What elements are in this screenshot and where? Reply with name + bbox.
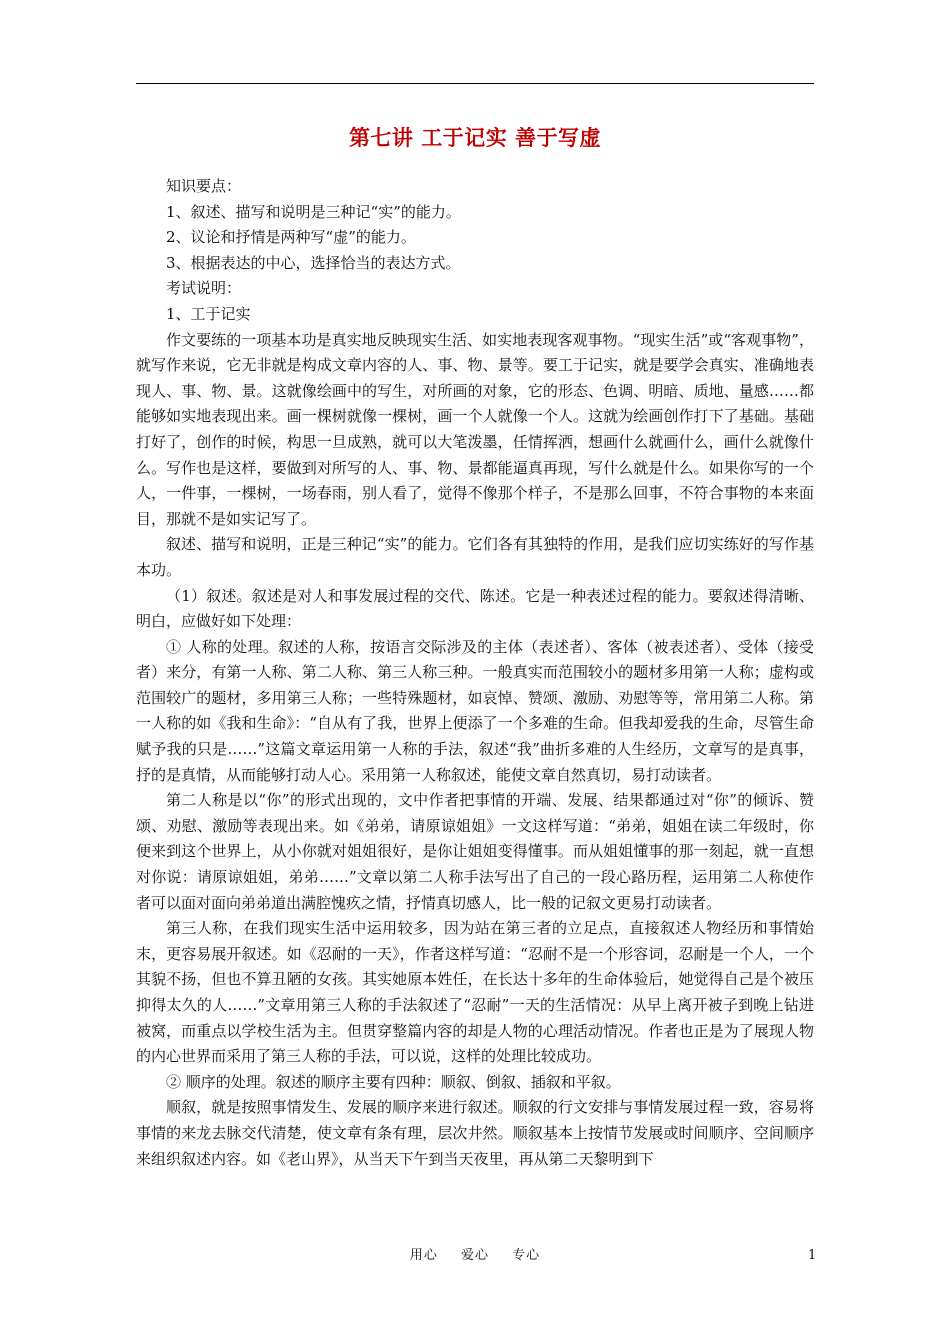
paragraph: 知识要点： xyxy=(166,177,242,195)
page-title: 第七讲 工于记实 善于写虚 xyxy=(348,126,602,150)
paragraph: 第二人称是以“你”的形式出现的，文中作者把事情的开端、发展、结果都通过对“你”的倾诉、赞颂、劝慰、激励等表现出来。如《弟弟，请原谅姐姐》一文这样写道：“弟弟，姐姐在读二年级时，你便来到这个世界上，从小你就对姐姐很好，是你让姐姐变得懂事。而从姐姐懂事的那一刻起，就一直想对你说：请原谅姐姐，弟弟……”文章以第二人称手法写出了自己的一段心路历程，运用第二人称使作者可以面对面向弟弟道出满腔愧疚之情，抒情真切感人，比一般的记叙文更易打动读者。 xyxy=(136,791,814,912)
header-rule xyxy=(136,83,814,84)
footer-motto: 用心 爱心 专心 xyxy=(409,1248,541,1263)
paragraph: ② 顺序的处理。叙述的顺序主要有四种：顺叙、倒叙、插叙和平叙。 xyxy=(166,1072,621,1091)
paragraph: 考试说明： xyxy=(166,279,242,298)
paragraph: 2、议论和抒情是两种写“虚”的能力。 xyxy=(166,228,416,247)
paragraph: 1、叙述、描写和说明是三种记“实”的能力。 xyxy=(166,202,461,221)
paragraph: 叙述、描写和说明，正是三种记“实”的能力。它们各有其独特的作用，是我们应切实练好的写作基本功。 xyxy=(136,535,814,579)
paragraph: 1、工于记实 xyxy=(166,304,251,323)
paragraph: （1）叙述。叙述是对人和事发展过程的交代、陈述。它是一种表述过程的能力。要叙述得清晰、明白，应做好如下处理： xyxy=(136,586,814,631)
paragraph: 第三人称，在我们现实生活中运用较多，因为站在第三者的立足点，直接叙述人物经历和事情始末，更容易展开叙述。如《忍耐的一天》，作者这样写道：“忍耐不是一个形容词，忍耐是一个人，一个其貌不扬，但也不算丑陋的女孩。其实她原本姓任，在长达十多年的生命体验后，她觉得自己是个被压抑得太久的人……”文章用第三人称的手法叙述了“忍耐”一天的生活情况：从早上离开被子到晚上钻进被窝，而重点以学校生活为主。但贯穿整篇内容的却是人物的心理活动情况。作者也正是为了展现人物的内心世界而采用了第三人称的手法，可以说，这样的处理比较成功。 xyxy=(136,919,814,1066)
paragraph: ① 人称的处理。叙述的人称，按语言交际涉及的主体（表述者）、客体（被表述者）、受体（接受者）来分，有第一人称、第二人称、第三人称三种。一般真实而范围较小的题材多用第一人称；虚构或范围较广的题材，多用第三人称；一些特殊题材，如哀悼、赞颂、激励、劝慰等等，常用第二人称。第一人称的如《我和生命》：“自从有了我，世界上便添了一个多难的生命。但我却爱我的生命，尽管生命赋予我的只是……”这篇文章运用第一人称的手法，叙述“我”曲折多难的人生经历，文章写的是真事，抒的是真情，从而能够打动人心。采用第一人称叙述，能使文章自然真切，易打动读者。 xyxy=(136,637,814,784)
paragraph: 作文要练的一项基本功是真实地反映现实生活、如实地表现客观事物。“现实生活”或“客观事物”，就写作来说，它无非就是构成文章内容的人、事、物、景等。要工于记实，就是要学会真实、准确地表现人、事、物、景。这就像绘画中的写生，对所画的对象，它的形态、色调、明暗、质地、量感……都能够如实地表现出来。画一棵树就像一棵树，画一个人就像一个人。这就为绘画创作打下了基础。基础打好了，创作的时候，构思一旦成熟，就可以大笔泼墨，任情挥洒，想画什么就画什么，画什么就像什么。写作也是这样，要做到对所写的人、事、物、景都能逼真再现，写什么就是什么。如果你写的一个人，一件事，一棵树，一场春雨，别人看了，觉得不像那个样子，不是那么回事，不符合事物的本来面目，那就不是如实记写了。 xyxy=(136,330,814,528)
paragraph: 3、根据表达的中心，选择恰当的表达方式。 xyxy=(166,253,461,272)
document-body xyxy=(136,174,814,1172)
page-number: 1 xyxy=(808,1248,817,1263)
paragraph: 顺叙，就是按照事情发生、发展的顺序来进行叙述。顺叙的行文安排与事情发展过程一致，容易将事情的来龙去脉交代清楚，使文章有条有理，层次井然。顺叙基本上按情节发展或时间顺序、空间顺序来组织叙述内容。如《老山界》，从当天下午到当天夜里，再从第二天黎明到下 xyxy=(136,1098,814,1168)
